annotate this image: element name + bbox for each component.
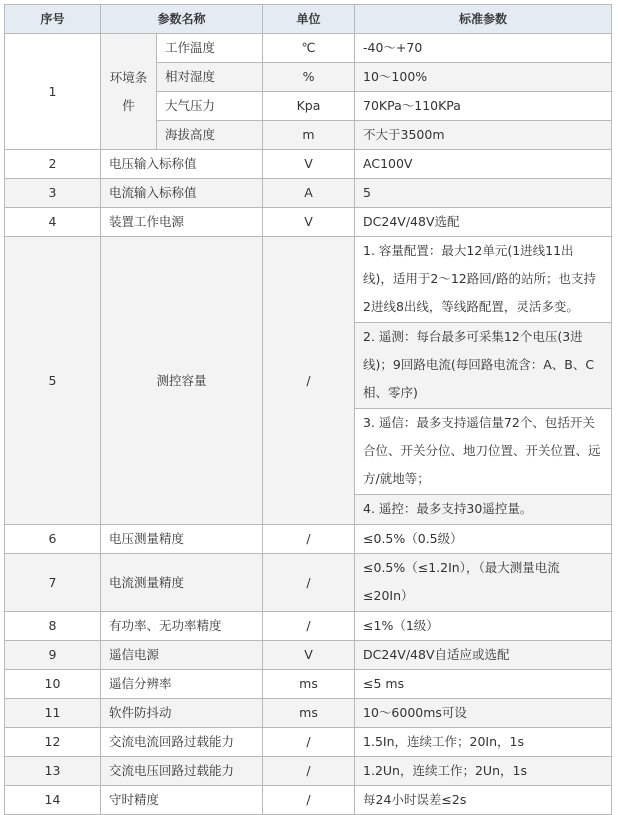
row-name: 遥信电源 [101,641,263,670]
row-std: 1.5In，连续工作；20In，1s [355,728,612,757]
table-row [5,179,612,208]
header-unit: 单位 [263,5,355,34]
row-name: 交流电压回路过载能力 [101,757,263,786]
env-item-name: 相对湿度 [157,63,263,92]
row-no: 5 [5,237,101,525]
row-no: 1 [5,34,101,150]
row-unit: ms [263,699,355,728]
header-param: 参数名称 [101,5,263,34]
row-name: 守时精度 [101,786,263,815]
row-std: AC100V [355,150,612,179]
table-row [5,641,612,670]
env-item-std: 不大于3500m [355,121,612,150]
table-row [5,554,612,612]
capacity-item: 4. 遥控：最多支持30遥控量。 [355,495,612,525]
row-no: 7 [5,554,101,612]
env-item-name: 工作温度 [157,34,263,63]
header-std: 标准参数 [355,5,612,34]
row-std: 每24小时误差≤2s [355,786,612,815]
row-std: ≤0.5%（0.5级） [355,525,612,554]
row-name: 装置工作电源 [101,208,263,237]
row-name: 测控容量 [101,237,263,525]
table-row [5,670,612,699]
env-item-name: 大气压力 [157,92,263,121]
row-unit: / [263,554,355,612]
spec-table [4,4,612,815]
row-no: 14 [5,786,101,815]
header-no: 序号 [5,5,101,34]
capacity-item: 1. 容量配置：最大12单元(1进线11出线)，适用于2～12路回/路的站所；也支持2进线8出线，等线路配置，灵活多变。 [355,237,612,323]
row-unit: / [263,525,355,554]
table-row [5,34,612,63]
row-unit: / [263,237,355,525]
capacity-item: 2. 遥测：每台最多可采集12个电压(3进线)；9回路电流(每回路电流含：A、B、C相、零序) [355,323,612,409]
row-std: 5 [355,179,612,208]
row-std: 1.2Un，连续工作；2Un，1s [355,757,612,786]
env-item-std: -40～+70 [355,34,612,63]
row-no: 6 [5,525,101,554]
row-std: ≤0.5%（≤1.2In），（最大测量电流≤20In） [355,554,612,612]
row-unit: V [263,208,355,237]
row-unit: / [263,612,355,641]
row-no: 10 [5,670,101,699]
table-row [5,757,612,786]
table-row [5,150,612,179]
row-std: ≤5 ms [355,670,612,699]
row-name: 电压输入标称值 [101,150,263,179]
row-no: 9 [5,641,101,670]
row-unit: / [263,728,355,757]
row-no: 13 [5,757,101,786]
table-row [5,612,612,641]
capacity-item: 3. 遥信：最多支持遥信量72个、包括开关合位、开关分位、地刀位置、开关位置、远方/就地等； [355,409,612,495]
table-row [5,786,612,815]
env-item-name: 海拔高度 [157,121,263,150]
table-row [5,525,612,554]
table-row [5,237,612,323]
row-name: 软件防抖动 [101,699,263,728]
row-name: 电压测量精度 [101,525,263,554]
row-unit: / [263,757,355,786]
row-unit: V [263,150,355,179]
row-name: 电流测量精度 [101,554,263,612]
row-name: 遥信分辨率 [101,670,263,699]
row-no: 2 [5,150,101,179]
table-row [5,699,612,728]
table-row [5,208,612,237]
table-row [5,728,612,757]
env-item-unit: % [263,63,355,92]
row-std: 10～6000ms可设 [355,699,612,728]
row-unit: V [263,641,355,670]
row-unit: ms [263,670,355,699]
row-no: 12 [5,728,101,757]
row-std: DC24V/48V选配 [355,208,612,237]
row-std: ≤1%（1级） [355,612,612,641]
row-name: 交流电流回路过载能力 [101,728,263,757]
row-std: DC24V/48V自适应或选配 [355,641,612,670]
row-no: 8 [5,612,101,641]
row-no: 4 [5,208,101,237]
row-no: 3 [5,179,101,208]
env-group-label: 环境条件 [101,34,157,150]
header-row [5,5,612,34]
env-item-unit: Kpa [263,92,355,121]
row-name: 有功率、无功率精度 [101,612,263,641]
env-item-std: 70KPa～110KPa [355,92,612,121]
env-item-unit: ℃ [263,34,355,63]
row-name: 电流输入标称值 [101,179,263,208]
row-no: 11 [5,699,101,728]
env-item-unit: m [263,121,355,150]
row-unit: / [263,786,355,815]
env-item-std: 10～100% [355,63,612,92]
row-unit: A [263,179,355,208]
